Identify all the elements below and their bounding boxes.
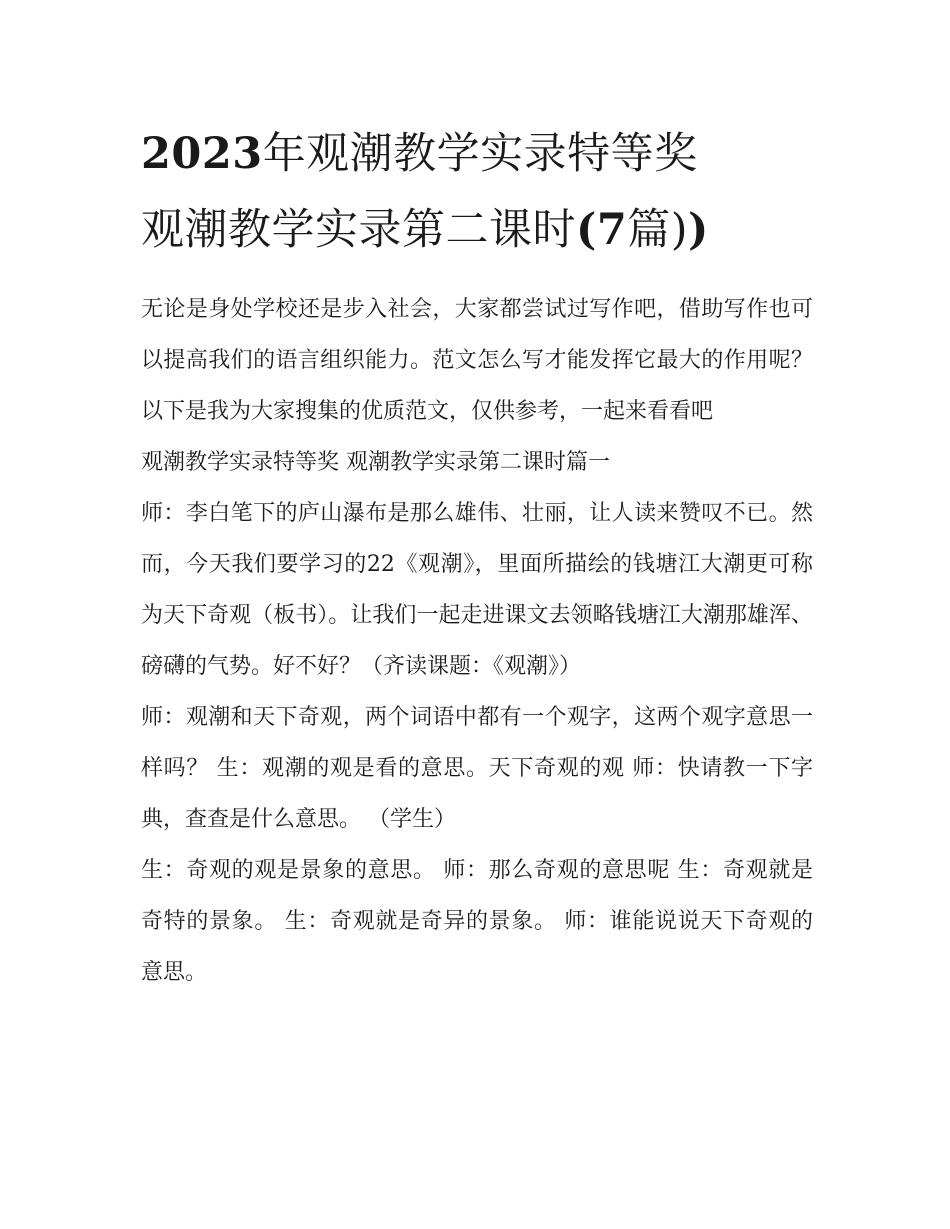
title-year: 2023 [141, 129, 263, 179]
document-page [141, 116, 813, 998]
title-line-1-text: 年观潮教学实录特等奖 [262, 129, 698, 179]
body-paragraph: 师：观潮和天下奇观，两个词语中都有一个观字，这两个观字意思一样吗？ 生：观潮的观是看的意思。天下奇观的观 师：快请教一下字典，查查是什么意思。 （学生） [141, 705, 813, 832]
title-count: (7 [576, 205, 628, 255]
intro-paragraph: 无论是身处学校还是步入社会，大家都尝试过写作吧，借助写作也可以提高我们的语言组织能力。范文怎么写才能发挥它最大的作用呢？以下是我为大家搜集的优质范文，仅供参考，一起来看看吧 [141, 297, 813, 424]
body-paragraph: 生：奇观的观是景象的意思。 师：那么奇观的意思呢 生：奇观就是奇特的景象。 生：奇观就是奇异的景象。 师：谁能说说天下奇观的意思。 [141, 858, 813, 985]
title-line-2: 观潮教学实录第二课时(7篇)) [141, 205, 709, 255]
body-paragraph: 师：李白笔下的庐山瀑布是那么雄伟、壮丽，让人读来赞叹不已。然而，今天我们要学习的22《观潮》，里面所描绘的钱塘江大潮更可称为天下奇观（板书）。让我们一起走进课文去领略钱塘江大潮那雄浑、磅礴的气势。好不好？（齐读课题：《观潮》） [141, 501, 813, 679]
section-heading: 观潮教学实录特等奖 观潮教学实录第二课时篇一 [141, 450, 610, 475]
title-line-1 [141, 116, 813, 192]
document-body [141, 284, 813, 998]
title-count-suffix: 篇) [627, 205, 689, 255]
title-line-2-text: 观潮教学实录第二课时 [141, 205, 576, 255]
document-title [141, 116, 813, 268]
